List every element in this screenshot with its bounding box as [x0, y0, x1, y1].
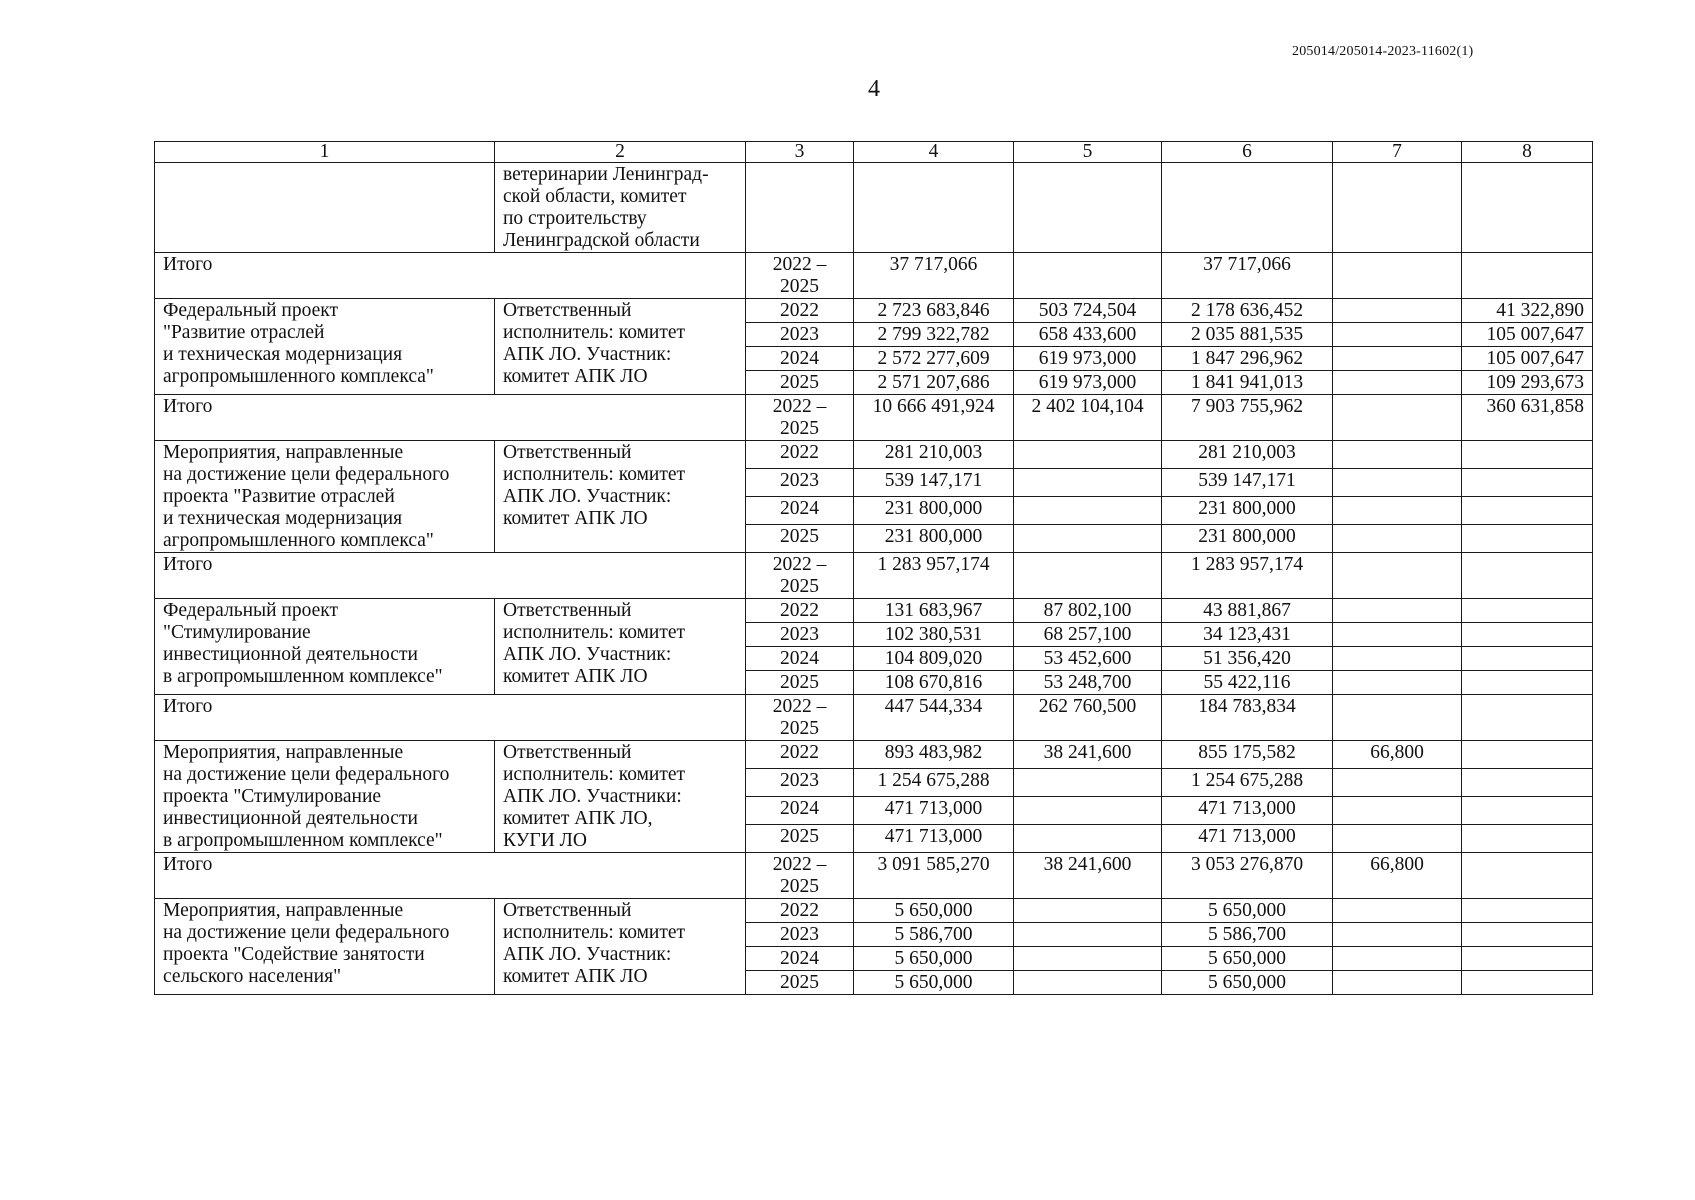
total-cell-7: [1333, 395, 1462, 441]
value-cell-8: [1462, 599, 1593, 623]
total-period: [746, 695, 854, 741]
total-period: [746, 853, 854, 899]
value-cell-7: [1333, 797, 1462, 825]
value-cell-6: 231 800,000: [1162, 525, 1333, 553]
value-cell-8: 105 007,647: [1462, 323, 1593, 347]
value-cell-6: 1 841 941,013: [1162, 371, 1333, 395]
value-cell-7: [1333, 497, 1462, 525]
continuation-name-cell: [155, 163, 495, 253]
value-cell-8: [1462, 899, 1593, 923]
empty-cell: [1014, 163, 1162, 253]
column-header: 7: [1333, 142, 1462, 163]
executor-line: исполнитель: комитет: [503, 764, 686, 785]
column-header: 6: [1162, 142, 1333, 163]
event-name-line: на достижение цели федерального: [163, 764, 450, 785]
event-name-cell: [155, 299, 495, 395]
value-cell-4: 471 713,000: [854, 825, 1014, 853]
empty-cell: [1333, 163, 1462, 253]
value-cell-6: 5 650,000: [1162, 899, 1333, 923]
value-cell-7: [1333, 769, 1462, 797]
year-cell: 2025: [746, 525, 854, 553]
event-name-cell: [155, 599, 495, 695]
value-cell-8: [1462, 769, 1593, 797]
table-row: [155, 741, 1593, 769]
total-label: Итого: [155, 695, 746, 741]
value-cell-4: 231 800,000: [854, 525, 1014, 553]
value-cell-6: 55 422,116: [1162, 671, 1333, 695]
value-cell-6: 281 210,003: [1162, 441, 1333, 469]
executor-cell: [495, 599, 746, 695]
total-label: Итого: [155, 553, 746, 599]
table-row: [155, 599, 1593, 623]
value-cell-8: 105 007,647: [1462, 347, 1593, 371]
total-cell-4: 10 666 491,924: [854, 395, 1014, 441]
event-name-line: и техническая модернизация: [163, 344, 403, 365]
column-header: 5: [1014, 142, 1162, 163]
event-name-line: на достижение цели федерального: [163, 464, 450, 485]
total-cell-8: [1462, 253, 1593, 299]
event-name-line: Федеральный проект: [163, 600, 338, 621]
value-cell-5: 53 248,700: [1014, 671, 1162, 695]
value-cell-8: [1462, 623, 1593, 647]
value-cell-7: [1333, 525, 1462, 553]
value-cell-7: [1333, 299, 1462, 323]
value-cell-6: 34 123,431: [1162, 623, 1333, 647]
event-name-line: Мероприятия, направленные: [163, 742, 404, 763]
document-reference: 205014/205014-2023-11602(1): [1292, 44, 1474, 59]
value-cell-4: 2 723 683,846: [854, 299, 1014, 323]
total-cell-4: 447 544,334: [854, 695, 1014, 741]
value-cell-5: [1014, 797, 1162, 825]
value-cell-5: [1014, 971, 1162, 995]
executor-line: комитет АПК ЛО: [503, 966, 648, 987]
year-cell: 2024: [746, 947, 854, 971]
executor-cell: [495, 441, 746, 553]
value-cell-4: 5 650,000: [854, 971, 1014, 995]
period-line: 2025: [780, 876, 819, 897]
event-name-line: на достижение цели федерального: [163, 922, 450, 943]
total-cell-7: [1333, 253, 1462, 299]
year-cell: 2025: [746, 825, 854, 853]
value-cell-5: [1014, 923, 1162, 947]
value-cell-8: [1462, 971, 1593, 995]
value-cell-4: 108 670,816: [854, 671, 1014, 695]
event-name-line: Мероприятия, направленные: [163, 442, 404, 463]
value-cell-8: [1462, 947, 1593, 971]
total-cell-4: 37 717,066: [854, 253, 1014, 299]
year-cell: 2024: [746, 797, 854, 825]
total-cell-8: 360 631,858: [1462, 395, 1593, 441]
total-cell-6: 1 283 957,174: [1162, 553, 1333, 599]
value-cell-7: [1333, 899, 1462, 923]
value-cell-7: [1333, 323, 1462, 347]
event-name-line: проекта "Содействие занятости: [163, 944, 425, 965]
empty-cell: [854, 163, 1014, 253]
total-cell-8: [1462, 853, 1593, 899]
value-cell-5: [1014, 469, 1162, 497]
event-name-line: агропромышленного комплекса": [163, 366, 434, 387]
year-cell: 2022: [746, 299, 854, 323]
executor-line: Ленинградской области: [503, 230, 700, 251]
year-cell: 2023: [746, 469, 854, 497]
value-cell-4: 539 147,171: [854, 469, 1014, 497]
value-cell-7: [1333, 469, 1462, 497]
column-header: 3: [746, 142, 854, 163]
executor-line: АПК ЛО. Участник:: [503, 644, 672, 665]
value-cell-8: [1462, 671, 1593, 695]
page-number: 4: [868, 76, 880, 102]
value-cell-5: [1014, 769, 1162, 797]
value-cell-7: [1333, 671, 1462, 695]
executor-line: Ответственный: [503, 742, 632, 763]
table-body: [155, 163, 1593, 995]
value-cell-5: 87 802,100: [1014, 599, 1162, 623]
value-cell-8: [1462, 647, 1593, 671]
total-cell-5: 262 760,500: [1014, 695, 1162, 741]
executor-line: по строительству: [503, 208, 647, 229]
value-cell-5: [1014, 899, 1162, 923]
total-row: [155, 695, 1593, 741]
value-cell-6: 43 881,867: [1162, 599, 1333, 623]
value-cell-5: 68 257,100: [1014, 623, 1162, 647]
event-name-line: проекта "Развитие отраслей: [163, 486, 395, 507]
value-cell-6: 5 650,000: [1162, 971, 1333, 995]
value-cell-4: 893 483,982: [854, 741, 1014, 769]
total-period: [746, 553, 854, 599]
period-line: 2025: [780, 576, 819, 597]
value-cell-7: [1333, 599, 1462, 623]
total-cell-4: 1 283 957,174: [854, 553, 1014, 599]
budget-table: [154, 141, 1593, 995]
year-cell: 2023: [746, 923, 854, 947]
value-cell-7: [1333, 371, 1462, 395]
event-name-line: проекта "Стимулирование: [163, 786, 382, 807]
executor-line: АПК ЛО. Участник:: [503, 486, 672, 507]
value-cell-5: 503 724,504: [1014, 299, 1162, 323]
value-cell-7: [1333, 971, 1462, 995]
value-cell-7: [1333, 825, 1462, 853]
executor-line: АПК ЛО. Участник:: [503, 344, 672, 365]
period-line: 2022 –: [772, 396, 827, 417]
column-header: 8: [1462, 142, 1593, 163]
total-cell-5: [1014, 253, 1162, 299]
value-cell-4: 231 800,000: [854, 497, 1014, 525]
year-cell: 2023: [746, 323, 854, 347]
total-period: [746, 395, 854, 441]
value-cell-8: [1462, 797, 1593, 825]
total-cell-5: [1014, 553, 1162, 599]
event-name-line: инвестиционной деятельности: [163, 644, 418, 665]
total-row: [155, 253, 1593, 299]
table-row: [155, 441, 1593, 469]
value-cell-6: 855 175,582: [1162, 741, 1333, 769]
executor-line: исполнитель: комитет: [503, 464, 686, 485]
value-cell-4: 5 650,000: [854, 899, 1014, 923]
event-name-line: Мероприятия, направленные: [163, 900, 404, 921]
value-cell-5: 658 433,600: [1014, 323, 1162, 347]
column-header: 4: [854, 142, 1014, 163]
executor-line: ской области, комитет: [503, 186, 687, 207]
value-cell-6: 471 713,000: [1162, 797, 1333, 825]
total-row: [155, 553, 1593, 599]
year-cell: 2024: [746, 347, 854, 371]
total-cell-6: 7 903 755,962: [1162, 395, 1333, 441]
value-cell-8: [1462, 469, 1593, 497]
value-cell-4: 5 650,000: [854, 947, 1014, 971]
total-cell-5: 38 241,600: [1014, 853, 1162, 899]
period-line: 2022 –: [772, 554, 827, 575]
value-cell-8: [1462, 825, 1593, 853]
value-cell-7: [1333, 947, 1462, 971]
period-line: 2025: [780, 718, 819, 739]
event-name-line: в агропромышленном комплексе": [163, 666, 443, 687]
total-period: [746, 253, 854, 299]
empty-cell: [746, 163, 854, 253]
value-cell-6: 5 650,000: [1162, 947, 1333, 971]
year-cell: 2024: [746, 497, 854, 525]
value-cell-5: 619 973,000: [1014, 371, 1162, 395]
total-cell-4: 3 091 585,270: [854, 853, 1014, 899]
period-line: 2022 –: [772, 254, 827, 275]
year-cell: 2024: [746, 647, 854, 671]
executor-cell: [495, 299, 746, 395]
executor-line: АПК ЛО. Участник:: [503, 944, 672, 965]
year-cell: 2022: [746, 441, 854, 469]
executor-line: КУГИ ЛО: [503, 830, 587, 851]
event-name-line: "Стимулирование: [163, 622, 311, 643]
value-cell-8: [1462, 497, 1593, 525]
value-cell-6: 2 178 636,452: [1162, 299, 1333, 323]
value-cell-4: 102 380,531: [854, 623, 1014, 647]
table-row: [155, 899, 1593, 923]
value-cell-7: [1333, 623, 1462, 647]
value-cell-5: 38 241,600: [1014, 741, 1162, 769]
total-cell-8: [1462, 553, 1593, 599]
value-cell-7: 66,800: [1333, 741, 1462, 769]
value-cell-4: 2 572 277,609: [854, 347, 1014, 371]
period-line: 2025: [780, 418, 819, 439]
total-cell-7: [1333, 695, 1462, 741]
empty-cell: [1162, 163, 1333, 253]
value-cell-8: [1462, 525, 1593, 553]
continuation-row: [155, 163, 1593, 253]
total-label: Итого: [155, 395, 746, 441]
column-header: 1: [155, 142, 495, 163]
event-name-line: "Развитие отраслей: [163, 322, 325, 343]
total-cell-7: 66,800: [1333, 853, 1462, 899]
value-cell-5: [1014, 825, 1162, 853]
total-cell-6: 3 053 276,870: [1162, 853, 1333, 899]
value-cell-6: 1 254 675,288: [1162, 769, 1333, 797]
value-cell-4: 2 799 322,782: [854, 323, 1014, 347]
executor-line: комитет АПК ЛО: [503, 366, 648, 387]
value-cell-5: [1014, 497, 1162, 525]
executor-line: Ответственный: [503, 900, 632, 921]
executor-cell: [495, 741, 746, 853]
total-label: Итого: [155, 853, 746, 899]
total-cell-6: 184 783,834: [1162, 695, 1333, 741]
total-cell-6: 37 717,066: [1162, 253, 1333, 299]
value-cell-4: 471 713,000: [854, 797, 1014, 825]
value-cell-4: 131 683,967: [854, 599, 1014, 623]
value-cell-8: [1462, 741, 1593, 769]
year-cell: 2022: [746, 741, 854, 769]
event-name-line: инвестиционной деятельности: [163, 808, 418, 829]
event-name-line: Федеральный проект: [163, 300, 338, 321]
executor-line: Ответственный: [503, 300, 632, 321]
value-cell-4: 1 254 675,288: [854, 769, 1014, 797]
value-cell-4: 281 210,003: [854, 441, 1014, 469]
value-cell-7: [1333, 347, 1462, 371]
executor-line: исполнитель: комитет: [503, 922, 686, 943]
executor-line: исполнитель: комитет: [503, 322, 686, 343]
executor-line: АПК ЛО. Участники:: [503, 786, 682, 807]
value-cell-5: [1014, 525, 1162, 553]
executor-line: комитет АПК ЛО: [503, 508, 648, 529]
executor-cell: [495, 899, 746, 995]
period-line: 2025: [780, 276, 819, 297]
value-cell-7: [1333, 923, 1462, 947]
event-name-line: и техническая модернизация: [163, 508, 403, 529]
event-name-line: сельского населения": [163, 966, 342, 987]
event-name-line: агропромышленного комплекса": [163, 530, 434, 551]
value-cell-6: 471 713,000: [1162, 825, 1333, 853]
event-name-line: в агропромышленном комплексе": [163, 830, 443, 851]
continuation-executor-cell: [495, 163, 746, 253]
year-cell: 2022: [746, 899, 854, 923]
value-cell-6: 5 586,700: [1162, 923, 1333, 947]
year-cell: 2025: [746, 971, 854, 995]
value-cell-4: 5 586,700: [854, 923, 1014, 947]
empty-cell: [1462, 163, 1593, 253]
total-row: [155, 395, 1593, 441]
value-cell-5: 619 973,000: [1014, 347, 1162, 371]
year-cell: 2025: [746, 671, 854, 695]
year-cell: 2025: [746, 371, 854, 395]
value-cell-6: 2 035 881,535: [1162, 323, 1333, 347]
value-cell-8: [1462, 441, 1593, 469]
value-cell-5: [1014, 441, 1162, 469]
executor-line: комитет АПК ЛО,: [503, 808, 653, 829]
total-cell-5: 2 402 104,104: [1014, 395, 1162, 441]
value-cell-5: 53 452,600: [1014, 647, 1162, 671]
total-cell-7: [1333, 553, 1462, 599]
event-name-cell: [155, 741, 495, 853]
value-cell-4: 2 571 207,686: [854, 371, 1014, 395]
value-cell-7: [1333, 647, 1462, 671]
column-number-row: [155, 142, 1593, 163]
event-name-cell: [155, 441, 495, 553]
executor-line: ветеринарии Ленинград-: [503, 164, 709, 185]
total-row: [155, 853, 1593, 899]
executor-line: исполнитель: комитет: [503, 622, 686, 643]
value-cell-6: 51 356,420: [1162, 647, 1333, 671]
value-cell-6: 539 147,171: [1162, 469, 1333, 497]
executor-line: Ответственный: [503, 600, 632, 621]
column-header: 2: [495, 142, 746, 163]
period-line: 2022 –: [772, 696, 827, 717]
year-cell: 2023: [746, 623, 854, 647]
total-label: Итого: [155, 253, 746, 299]
year-cell: 2022: [746, 599, 854, 623]
year-cell: 2023: [746, 769, 854, 797]
value-cell-5: [1014, 947, 1162, 971]
value-cell-6: 1 847 296,962: [1162, 347, 1333, 371]
table-row: [155, 299, 1593, 323]
value-cell-4: 104 809,020: [854, 647, 1014, 671]
executor-line: комитет АПК ЛО: [503, 666, 648, 687]
event-name-cell: [155, 899, 495, 995]
period-line: 2022 –: [772, 854, 827, 875]
value-cell-8: 41 322,890: [1462, 299, 1593, 323]
value-cell-8: 109 293,673: [1462, 371, 1593, 395]
executor-line: Ответственный: [503, 442, 632, 463]
total-cell-8: [1462, 695, 1593, 741]
value-cell-6: 231 800,000: [1162, 497, 1333, 525]
value-cell-8: [1462, 923, 1593, 947]
value-cell-7: [1333, 441, 1462, 469]
